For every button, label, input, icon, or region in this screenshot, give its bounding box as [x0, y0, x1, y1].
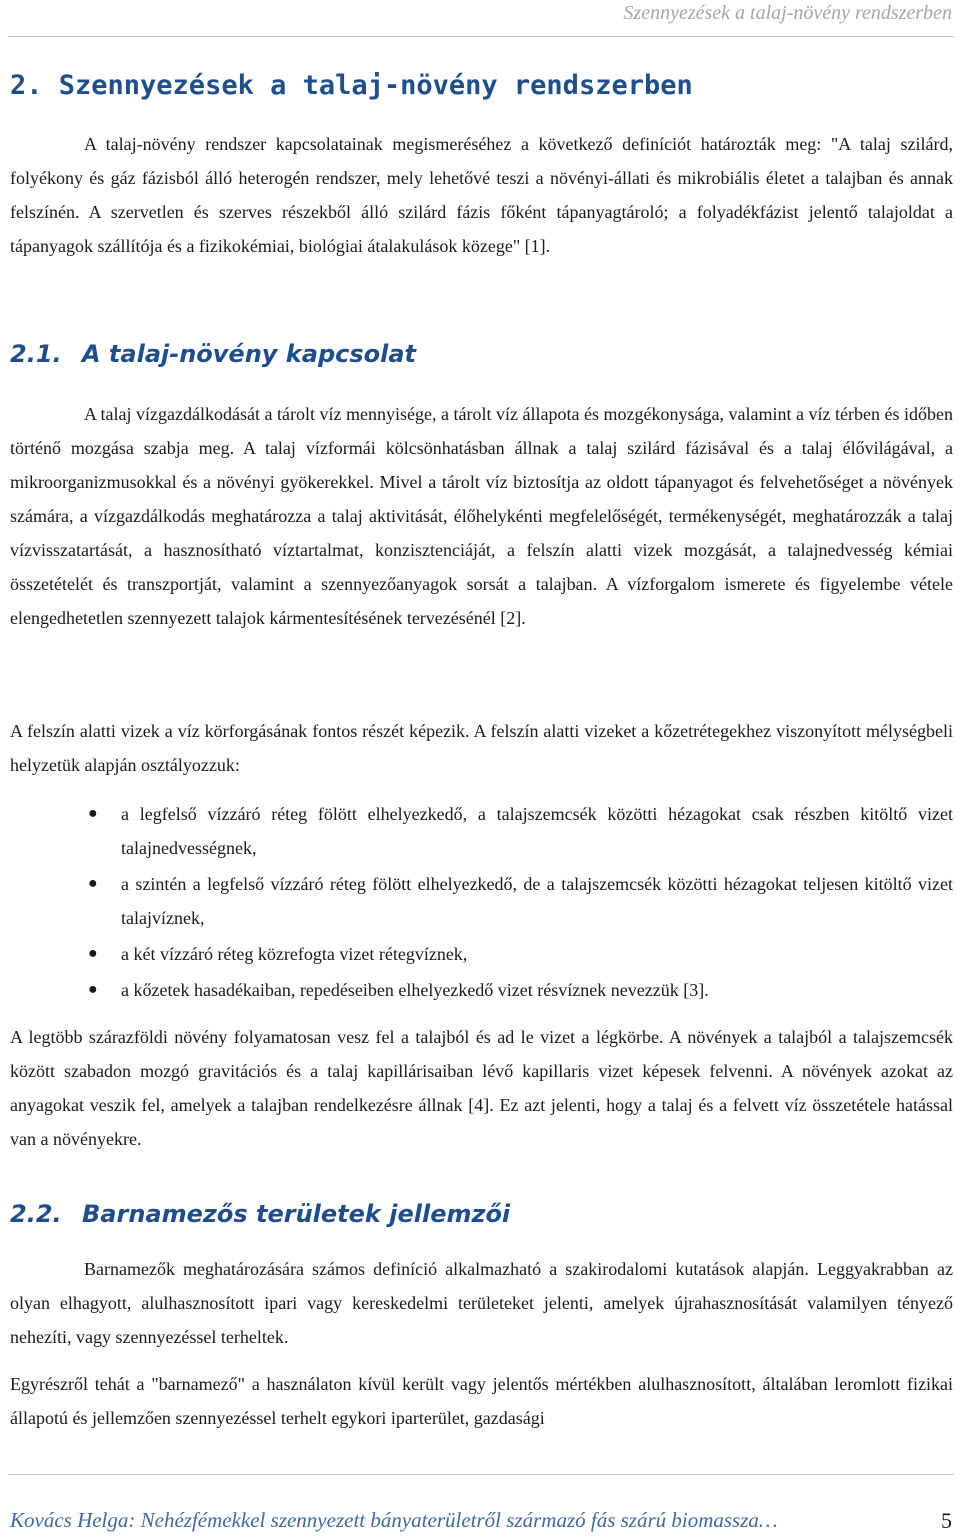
section-2-2-paragraph-2: Egyrészről tehát a "barnamező" a használaton kívül került vagy jelentős mértékben alulhasznosított, általában leromlott fizikai állapotú és jellemzően szennyezéssel terhelt egykori iparterület, gazdasági: [10, 1374, 953, 1428]
header-divider: [8, 36, 954, 37]
section-2-2-heading: [10, 1200, 510, 1228]
list-item: ● a legfelső vízzáró réteg fölött elhelyezkedő, a talajszemcsék közötti hézagokat csak részben kitöltő vizet talajnedvességnek,: [10, 797, 953, 865]
section-2-1-paragraph-1: A talaj vízgazdálkodását a tárolt víz mennyisége, a tárolt víz állapota és mozgékonysága, valamint a víz térben és időben történő mozgása szabja meg. A talaj vízformái kölcsönhatásban állnak a talaj szilárd fázisával és a talaj élővilágával, a mikroorganizmusokkal és a növényi gyökerekkel. Mivel a tárolt víz biztosítja az oldott tápanyagot és felvehetőséget a növények számára, a vízgazdálkodás meghatározza a talaj aktivitását, élőhelykénti megfelelőségét, termékenységét, meghatározzák a talaj vízvisszatartását, a hasznosítható víztartalmat, konzisztenciáját, a felszín alatti vizek mozgását, a talajnedvesség kémiai összetételét és transzportját, valamint a szennyezőanyagok sorsát a talajban. A vízforgalom ismerete és figyelembe vétele elengedhetetlen szennyezett talajok kármentesítésének tervezésénél [2].: [10, 404, 953, 628]
chapter-intro-paragraph: A talaj-növény rendszer kapcsolatainak megismeréséhez a következő definíciót határozták meg: "A talaj szilárd, folyékony és gáz fázisból álló heterogén rendszer, mely lehetővé teszi a növényi-állati és mikrobiális életet a talajban és annak felszínén. A szervetlen és szerves részekből álló szilárd fázis főként tápanyagtároló; a folyadékfázist jelentő talajoldat a tápanyagok szállítója és a fizikokémiai, biológiai átalakulások közege" [1].: [10, 134, 953, 256]
section-2-1-paragraph-2: A felszín alatti vizek a víz körforgásának fontos részét képezik. A felszín alatti vizeket a kőzetrétegekhez viszonyított mélységbeli helyzetük alapján osztályozzuk:: [10, 721, 953, 775]
page-number: 5: [941, 1508, 952, 1533]
footer-divider: [8, 1474, 954, 1475]
bullet-icon: ●: [88, 805, 98, 822]
section-2-1-heading: [10, 340, 416, 368]
section-2-1-paragraph-3: A legtöbb szárazföldi növény folyamatosan vesz fel a talajból és ad le vizet a légkörbe. A növények a talajból a talajszemcsék között szabadon mozgó gravitációs és a talaj kapillárisaiban lévő kapillaris vizet képesek felvenni. A növények azokat az anyagokat veszik fel, amelyek a talajban rendelkezésre állnak [4]. Ez azt jelenti, hogy a talaj és a felvett víz összetétele hatással van a növényekre.: [10, 1027, 953, 1149]
section-2-1-number: 2.1.: [10, 340, 62, 368]
running-header: Szennyezések a talaj-növény rendszerben: [623, 2, 952, 24]
list-item: ● a szintén a legfelső vízzáró réteg fölött elhelyezkedő, de a talajszemcsék közötti hézagokat teljesen kitöltő vizet talajvíznek,: [10, 867, 953, 935]
bullet-icon: ●: [88, 945, 98, 962]
list-item: ● a két vízzáró réteg közrefogta vizet rétegvíznek,: [10, 937, 953, 971]
bullet-icon: ●: [88, 875, 98, 892]
footer-citation: Kovács Helga: Nehézfémekkel szennyezett bányaterületről származó fás szárú biomassza…: [10, 1508, 778, 1532]
bullet-icon: ●: [88, 981, 98, 998]
water-types-list: [10, 797, 953, 1009]
list-item: ● a kőzetek hasadékaiban, repedéseiben elhelyezkedő vizet résvíznek nevezzük [3].: [10, 973, 953, 1007]
chapter-title: 2. Szennyezések a talaj-növény rendszerben: [10, 70, 693, 101]
section-2-1-title: A talaj-növény kapcsolat: [82, 340, 417, 368]
section-2-2-paragraph-1: Barnamezők meghatározására számos definíció alkalmazható a szakirodalomi kutatások alapján. Leggyakrabban az olyan elhagyott, alulhasznosított ipari vagy kereskedelmi területeket jelenti, amelyek újrahasznosítását valamilyen tényező nehezíti, vagy szennyezéssel terheltek.: [10, 1259, 953, 1347]
section-2-2-title: Barnamezős területek jellemzői: [82, 1200, 511, 1228]
section-2-2-number: 2.2.: [10, 1200, 62, 1228]
